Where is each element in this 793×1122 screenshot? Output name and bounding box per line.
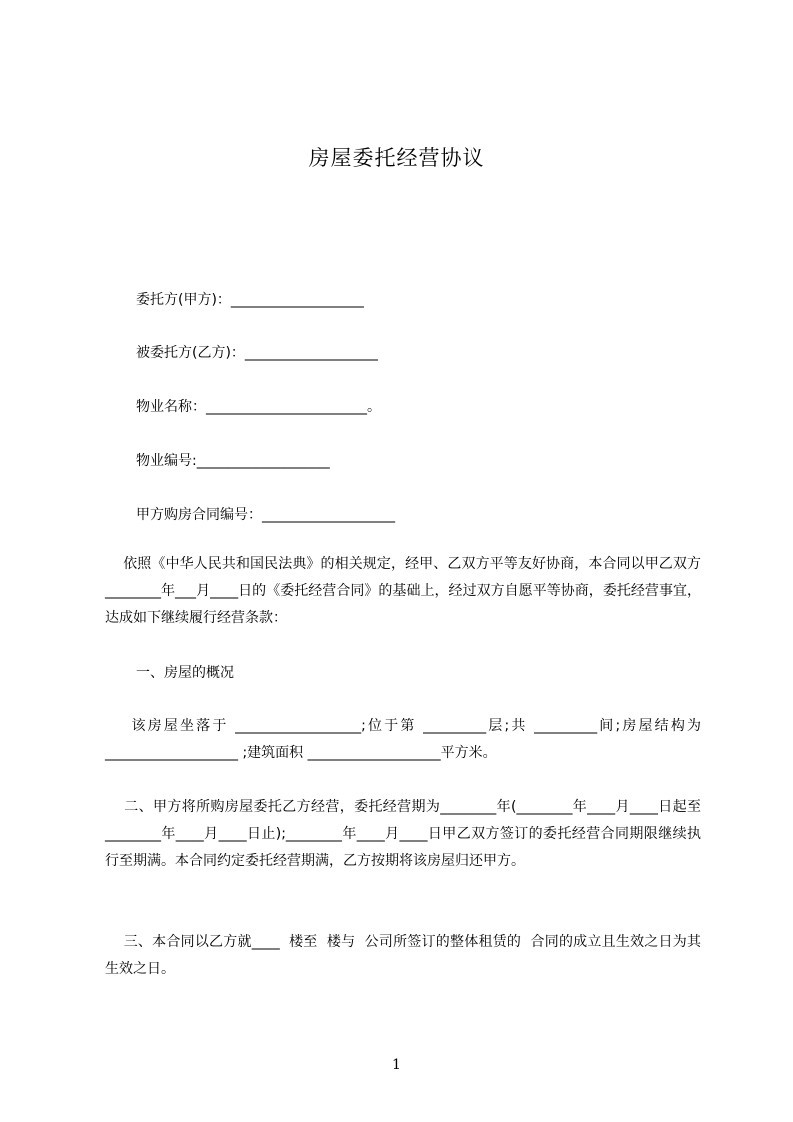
field-property-name: 物业名称：_______________________。 xyxy=(136,399,381,415)
section-1-heading: 一、房屋的概况 xyxy=(136,665,234,681)
preamble-paragraph: 依照《中华人民共和国民法典》的相关规定，经甲、乙双方平等友好协商，本合同以甲乙双方________年___月____日的《委托经营合同》的基础上，经过双方自愿平等协商，委托经营事宜，达成如下继续履行经营条款： xyxy=(105,556,701,626)
section-3-paragraph: 三、本合同以乙方就____ 楼至 楼与 公司所签订的整体租赁的 合同的成立且生效之日为其生效之日。 xyxy=(105,934,701,977)
field-trustee: 被委托方(乙方)：___________________ xyxy=(136,345,378,361)
field-purchase-contract-number: 甲方购房合同编号：___________________ xyxy=(136,507,395,523)
document-title: 房屋委托经营协议 xyxy=(308,146,485,170)
section-2-paragraph: 二、甲方将所购房屋委托乙方经营，委托经营期为________年(________年____月____日起至________年____月____日止);________年____月____日甲乙双方签订的委托经营合同期限继续执行至期满。本合同约定委托经营期满，乙方按期将该房屋归还甲方。 xyxy=(105,799,701,869)
section-1-paragraph: 该房屋坐落于 __________________;位于第 _________层;共 _________间;房屋结构为___________________ ;建筑面积 ___________________平方米。 xyxy=(105,718,702,761)
field-client: 委托方(甲方)：___________________ xyxy=(136,292,364,308)
field-property-number: 物业编号:___________________ xyxy=(136,453,330,469)
page-number: 1 xyxy=(392,1057,401,1073)
